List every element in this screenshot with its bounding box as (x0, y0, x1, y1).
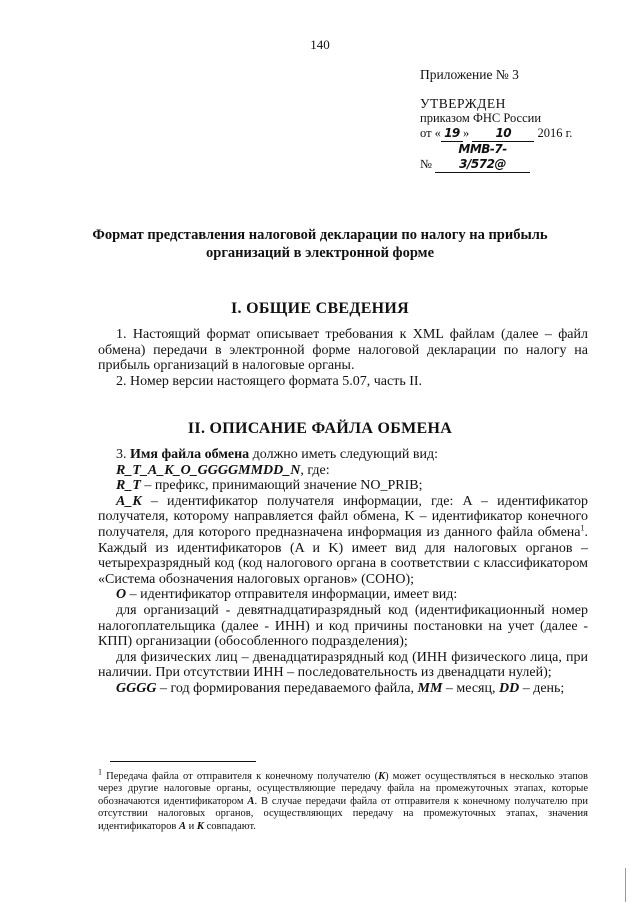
approval-block (420, 96, 572, 173)
date-mid: » (462, 126, 470, 140)
paragraph-5: R_T – префикс, принимающий значение NO_PRIB; (116, 478, 423, 494)
section-1-body (98, 327, 588, 389)
paragraph-6: A_K – идентификатор получателя информации, где: A – идентификатор получателя, которому направляется файл обмена, K – идентификатор конечного получателя, для которого предназначена информация из данного файла обмена$^1$. Каждый из идентификаторов (A и K) имеет вид для налоговых органов – четырехразрядный код (код налогового органа в соответствии с классификатором «Система обозначения налоговых органов» (СОНО); (98, 493, 588, 587)
paragraph-9: для физических лиц – двенадцатиразрядный код (ИНН физического лица, при наличии. При отсутствии ИНН – последовательность из двенадцати нулей); (98, 649, 588, 681)
number-prefix: № (420, 157, 432, 171)
paragraph-8: для организаций - девятнадцатиразрядный код (идентификационный номер налогоплательщика (далее - ИНН) и код причины постановки на учет (далее - КПП) организации (обособленного подразделения); (98, 602, 588, 650)
paragraph-10: GGGG – год формирования передаваемого файла, MM – месяц, DD – день; (116, 680, 565, 696)
appendix-label: Приложение № 3 (420, 67, 519, 82)
order-date (420, 126, 572, 142)
paragraph-3: 3. Имя файла обмена должно иметь следующий вид: (116, 447, 439, 462)
paragraph-4: R_T_A_K_O_GGGGMMDD_N, где: (116, 462, 330, 478)
footnote-ref: 1 (580, 523, 585, 533)
footnote-rule (110, 761, 256, 762)
order-number (420, 142, 572, 173)
date-year: 2016 г. (537, 126, 573, 140)
order-line: приказом ФНС России (420, 111, 542, 125)
page-number: 140 (310, 37, 330, 52)
date-prefix: от « (420, 126, 441, 140)
footnote-mark: 1 (98, 767, 102, 777)
file-name-term: Имя файла обмена (130, 447, 250, 462)
approved-label: УТВЕРЖДЕН (420, 96, 506, 111)
date-month: 10 (472, 126, 534, 142)
footnote: $^1$ Передача файла от отправителя к конечному получателю (K) может осуществляться в несколько этапов через другие налоговые органы, осуществляющие передачу файла на промежуточных этапах, которые обозначаются идентификатором А. В случае передачи файла от отправителя к конечному получателю при отсутствии налоговых органов, осуществляющих передачу на промежуточных этапах, значения идентификаторов А и К совпадают. (98, 767, 588, 832)
section-2-heading: II. ОПИСАНИЕ ФАЙЛА ОБМЕНА (187, 420, 453, 437)
number-value: ММВ-7-3/572@ (435, 142, 530, 173)
paragraph-2: 2. Номер версии настоящего формата 5.07, часть II. (116, 373, 423, 389)
date-day: 19 (441, 126, 463, 142)
section-2-body (98, 447, 588, 697)
document-title: Формат представления налоговой декларации по налогу на прибыль организаций в электронной форме (92, 227, 548, 261)
file-name-pattern: R_T_A_K_O_GGGGMMDD_N (116, 462, 301, 478)
paragraph-7: O – идентификатор отправителя информации, имеет вид: (116, 587, 458, 603)
scan-margin-line (625, 868, 626, 902)
paragraph-1: 1. Настоящий формат описывает требования к XML файлам (далее – файл обмена) передачи в электронной форме налоговой декларации по налогу на прибыль организаций в налоговые органы. (98, 327, 588, 374)
section-1-heading: I. ОБЩИЕ СВЕДЕНИЯ (230, 300, 410, 317)
